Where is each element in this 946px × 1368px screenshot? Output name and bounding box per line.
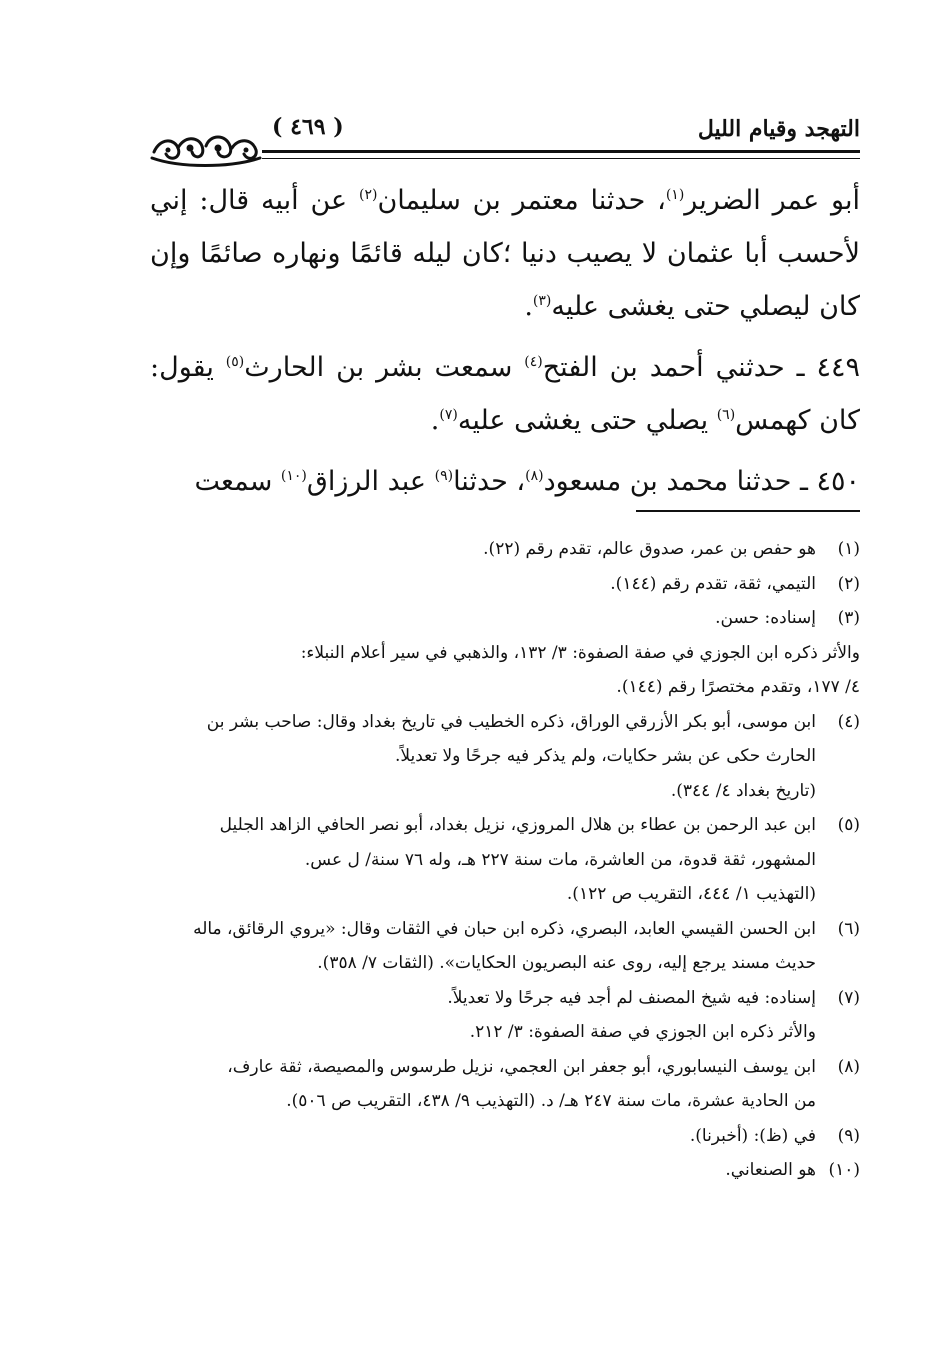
- footnote: [150, 601, 860, 636]
- footnote-line: (تاريخ بغداد ٤/ ٣٤٤).: [670, 780, 816, 801]
- footnote: [150, 981, 860, 1050]
- footnote-line: (التهذيب ١/ ٤٤٤، التقريب ص ١٢٢).: [566, 884, 816, 904]
- footnote-marker: (٨): [525, 468, 544, 484]
- footnote-separator: [636, 510, 860, 512]
- footnote-line: ابن الحسن القيسي العابد، البصري، ذكره ابن حبان في الثقات وقال: «يروي الرقائق، ماله: [193, 918, 816, 939]
- header-rule-thick: [262, 150, 860, 153]
- paragraph: [150, 341, 860, 447]
- footnote-continuation: والأثر ذكره ابن الجوزي في صفة الصفوة: ٣/ ١٣٢، والذهبي في سير أعلام النبلاء:: [300, 642, 860, 663]
- paragraph-text: يقول: كان كهمس: [150, 352, 860, 436]
- footnote-body: [150, 705, 816, 809]
- footnote: [150, 1050, 860, 1119]
- footnote: [150, 532, 860, 567]
- footnote-body: [150, 532, 816, 567]
- footnote-body: [150, 1153, 816, 1188]
- footnote-line: إسناده: فيه شيخ المصنف لم أجد فيه جرحًا ولا تعديلاً.: [447, 987, 816, 1008]
- footnote: [150, 808, 860, 912]
- paragraph-text: .: [524, 291, 533, 322]
- paragraph: [150, 174, 860, 333]
- footnote-number: (٦): [837, 918, 860, 939]
- header-ornament-icon: [150, 128, 262, 168]
- footnote-body: [150, 912, 816, 981]
- footnote-line: والأثر ذكره ابن الجوزي في صفة الصفوة: ٣/ ٢١٢.: [469, 1022, 816, 1042]
- paragraph-text: سمعت: [194, 466, 281, 497]
- footnote-number: (١): [837, 539, 860, 559]
- paragraph-text: ٤٥٠ ـ حدثنا محمد بن مسعود: [543, 466, 860, 497]
- paragraph-text: سمعت بشر بن الحارث: [244, 352, 525, 383]
- footnote: [150, 912, 860, 981]
- footnote-line: المشهور، ثقة قدوة، من العاشرة، مات سنة ٢٢٧ هـ، وله ٧٦ سنة/ ل عس.: [304, 849, 816, 870]
- footnote: [150, 705, 860, 809]
- footnote-number: (٥): [837, 815, 860, 835]
- footnote-line: ابن موسى، أبو بكر الأزرقي الوراق، ذكره الخطيب في تاريخ بغداد وقال: صاحب بشر بن: [206, 711, 816, 732]
- footnote: [150, 1153, 860, 1188]
- header-rule-thin: [262, 158, 860, 159]
- footnote-number: (١٠): [828, 1160, 860, 1180]
- footnote-number: (٢): [837, 573, 860, 594]
- footnote-body: [150, 601, 816, 636]
- footnote-body: [150, 1119, 816, 1154]
- footnote-continuation: ٤/ ١٧٧، وتقدم مختصرًا رقم (١٤٤).: [616, 677, 860, 697]
- paragraph-text: ٤٤٩ ـ حدثني أحمد بن الفتح: [542, 352, 860, 383]
- footnote-marker: (١٠): [280, 468, 307, 484]
- footnote-number: (٣): [837, 608, 860, 628]
- footnote: [150, 1119, 860, 1154]
- footnote-body: [150, 808, 816, 912]
- footnote-body: [150, 981, 816, 1050]
- footnote-line: ابن عبد الرحمن بن عطاء بن هلال المروزي، نزيل بغداد، أبو نصر الحافي الزاهد الجليل: [219, 815, 816, 835]
- footnote-line: إسناده: حسن.: [715, 608, 816, 628]
- footnote-number: (٩): [837, 1125, 860, 1146]
- footnote-line: ابن يوسف النيسابوري، أبو جعفر ابن العجمي، نزيل طرسوس والمصيصة، ثقة عارف،: [227, 1056, 816, 1077]
- footnote-number: (٤): [837, 711, 860, 732]
- footnote: [150, 567, 860, 602]
- footnote-line: الحارث حكى عن بشر حكايات، ولم يذكر فيه جرحًا ولا تعديلاً.: [394, 746, 816, 766]
- footnote-marker: (٤): [524, 354, 543, 370]
- footnote-line: التيمي، ثقة، تقدم رقم (١٤٤).: [610, 573, 816, 594]
- footnote-marker: (٢): [358, 187, 378, 203]
- footnote-line: من الحادية عشرة، مات سنة ٢٤٧ هـ/ د. (التهذيب ٩/ ٤٣٨، التقريب ص ٥٠٦).: [286, 1091, 816, 1111]
- footnote-number: (٧): [837, 987, 860, 1008]
- paragraph-text: يصلي حتى يغشى عليه: [457, 405, 717, 436]
- footnote-marker: (١): [665, 187, 685, 203]
- footnote-marker: (٦): [716, 407, 736, 423]
- paragraph-text: .: [430, 405, 440, 436]
- footnote-line: في (ظ): (أخبرنا).: [689, 1125, 816, 1146]
- footnotes: [150, 532, 860, 1188]
- footnote-marker: (٩): [434, 468, 454, 484]
- footnote-line: هو حفص بن عمر، صدوق عالم، تقدم رقم (٢٢).: [483, 539, 816, 559]
- paragraph-text: عن أبيه قال: إني لأحسب أبا عثمان لا يصيب دنيا ؛كان ليله قائمًا ونهاره صائمًا وإن كان ليصلي حتى يغشى عليه: [150, 185, 861, 322]
- footnote-marker: (٥): [225, 354, 245, 370]
- main-text: [150, 174, 860, 516]
- paragraph-text: أبو عمر الضرير: [684, 185, 860, 216]
- footnote-marker: (٣): [532, 293, 552, 309]
- footnote-marker: (٧): [439, 407, 458, 423]
- paragraph-text: ، حدثنا معتمر بن سليمان: [377, 185, 666, 216]
- paragraph-text: ، حدثنا: [453, 466, 526, 497]
- footnote-number: (٨): [837, 1056, 860, 1077]
- footnote-line: هو الصنعاني.: [725, 1160, 816, 1180]
- footnote-line: حديث مسند يرجع إليه، روى عنه البصريون الحكايات». (الثقات ٧/ ٣٥٨).: [317, 953, 816, 973]
- running-header-title: التهجد وقيام الليل: [697, 116, 860, 142]
- paragraph-text: عبد الرزاق: [306, 466, 435, 497]
- footnote-body: [150, 1050, 816, 1119]
- footnote-body: [150, 567, 816, 602]
- page-number: ( ٤٦٩ ): [272, 114, 344, 140]
- paragraph: [150, 455, 860, 508]
